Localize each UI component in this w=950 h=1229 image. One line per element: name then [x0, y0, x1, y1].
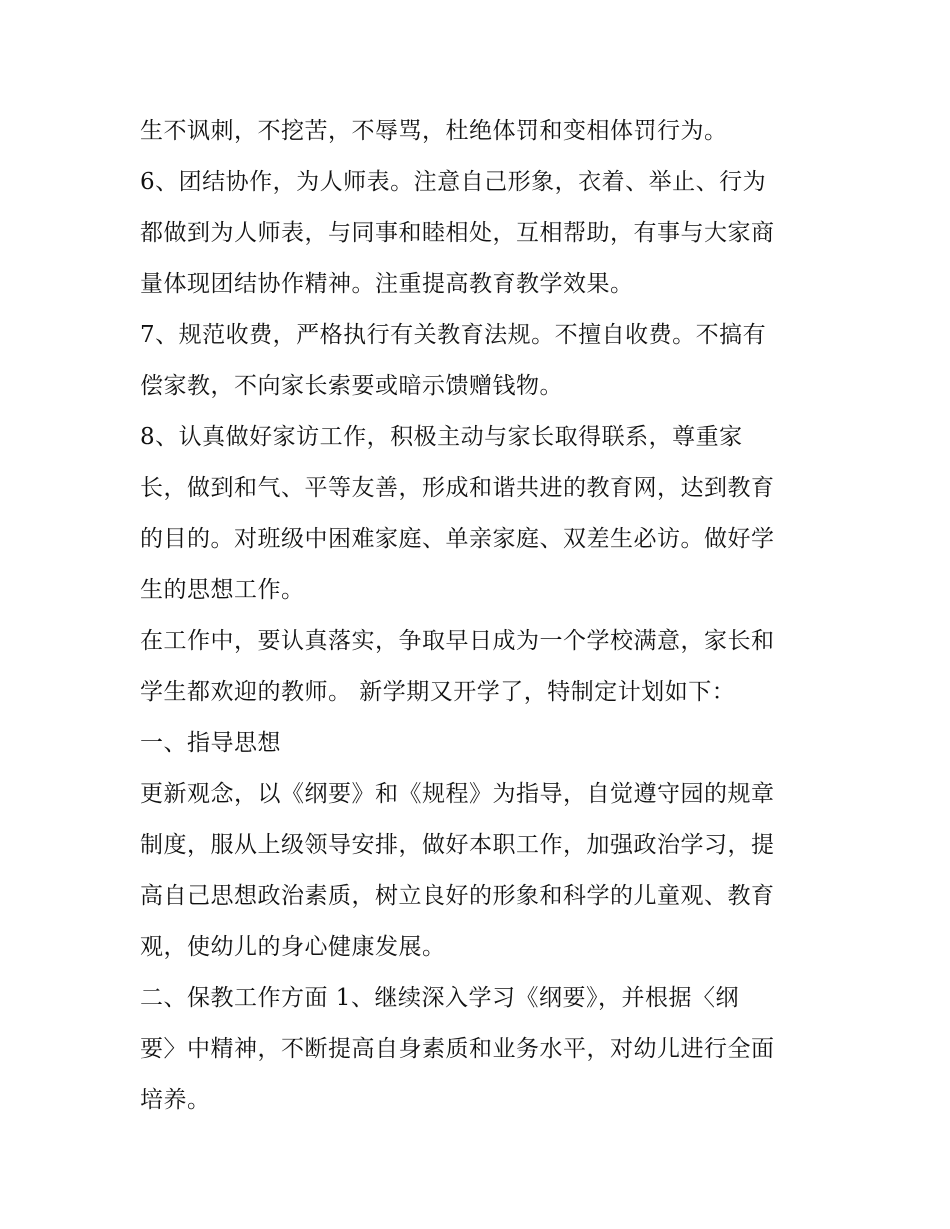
text-line: 6、团结协作，为人师表。注意自己形象，衣着、举止、行为 — [140, 169, 767, 195]
text-line: 观，使幼儿的身心健康发展。 — [140, 934, 446, 960]
text-line: 偿家教，不向家长索要或暗示馈赠钱物。 — [140, 373, 563, 399]
text-line: 的目的。对班级中困难家庭、单亲家庭、双差生必访。做好学 — [140, 526, 775, 552]
text-line: 二、保教工作方面 1、继续深入学习《纲要》，并根据〈纲 — [140, 985, 739, 1011]
text-line: 量体现团结协作精神。注重提高教育教学效果。 — [140, 271, 634, 297]
text-line: 培养。 — [140, 1087, 211, 1113]
text-line: 都做到为人师表，与同事和睦相处，互相帮助，有事与大家商 — [140, 220, 775, 246]
section-heading: 一、指导思想 — [140, 730, 281, 756]
text-line: 制度，服从上级领导安排，做好本职工作，加强政治学习，提 — [140, 832, 775, 858]
text-line: 长，做到和气、平等友善，形成和谐共进的教育网，达到教育 — [140, 475, 775, 501]
text-line: 生的思想工作。 — [140, 577, 305, 603]
text-line: 生不讽刺，不挖苦，不辱骂，杜绝体罚和变相体罚行为。 — [140, 118, 728, 144]
text-line: 7、规范收费，严格执行有关教育法规。不擅自收费。不搞有 — [140, 322, 767, 348]
text-line: 要〉中精神，不断提高自身素质和业务水平，对幼儿进行全面 — [140, 1036, 775, 1062]
text-line: 8、认真做好家访工作，积极主动与家长取得联系，尊重家 — [140, 424, 743, 450]
document-body — [140, 106, 820, 1126]
text-line: 在工作中，要认真落实，争取早日成为一个学校满意，家长和 — [140, 628, 775, 654]
text-line: 学生都欢迎的教师。 新学期又开学了，特制定计划如下： — [140, 679, 736, 705]
text-line: 更新观念，以《纲要》和《规程》为指导，自觉遵守园的规章 — [140, 781, 775, 807]
text-line: 高自己思想政治素质，树立良好的形象和科学的儿童观、教育 — [140, 883, 775, 909]
